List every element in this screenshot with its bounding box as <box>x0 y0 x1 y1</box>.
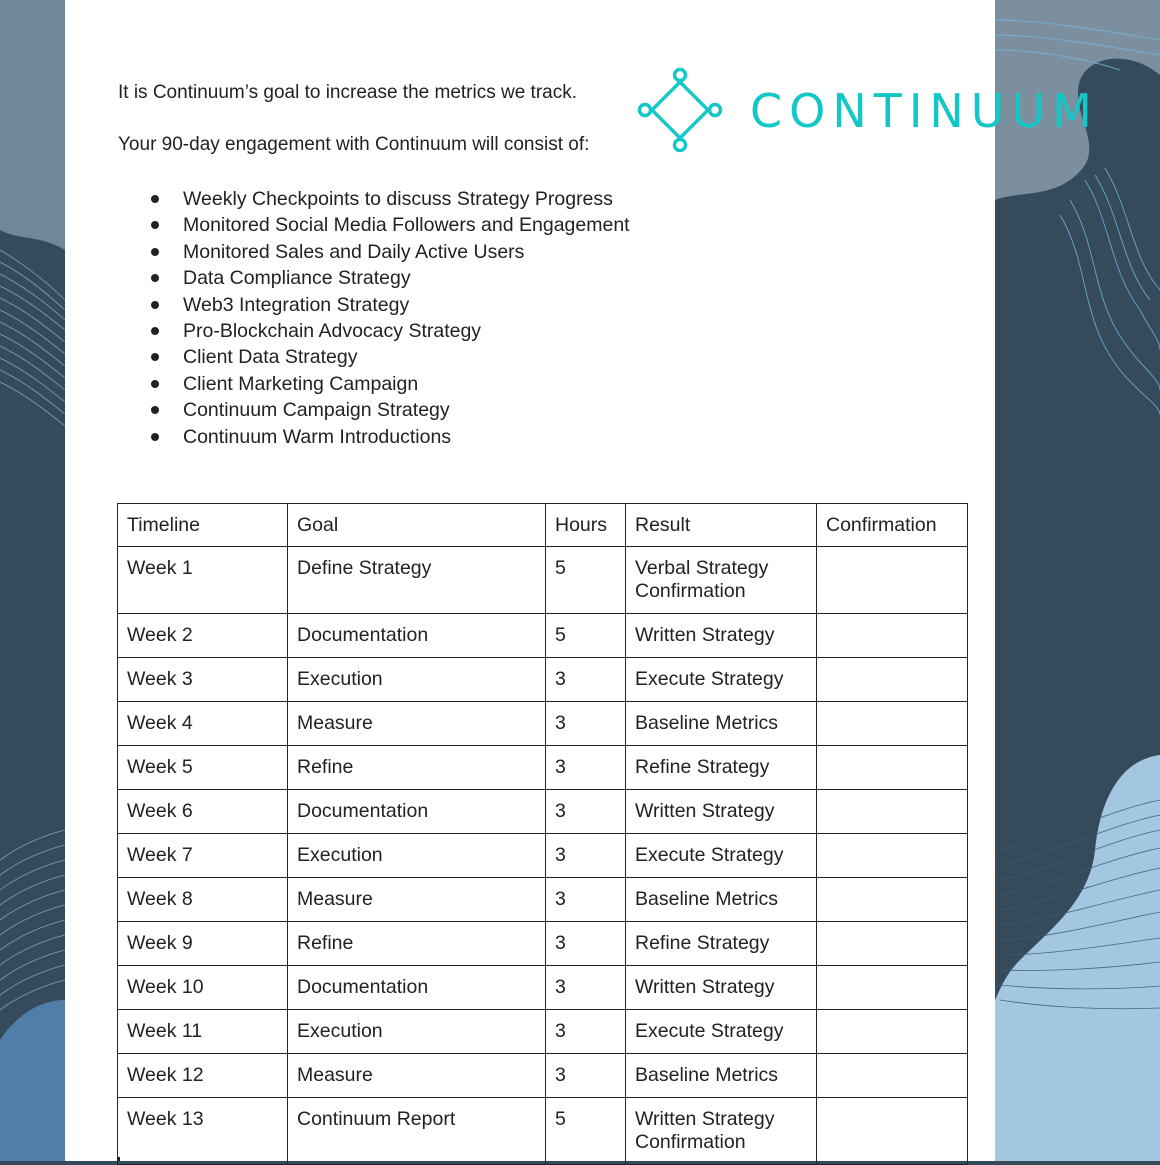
engagement-list <box>151 186 630 450</box>
cell-timeline: Week 6 <box>118 790 288 834</box>
cell-hours: 3 <box>546 702 626 746</box>
cell-result: Baseline Metrics <box>626 1054 817 1098</box>
cell-timeline: Week 10 <box>118 966 288 1010</box>
table-row <box>118 922 968 966</box>
table-row <box>118 658 968 702</box>
bullet-dot-icon <box>151 274 159 282</box>
cell-goal: Documentation <box>288 614 546 658</box>
list-item <box>151 212 630 238</box>
table-header-row <box>118 504 968 547</box>
cell-goal: Execution <box>288 834 546 878</box>
cell-goal: Measure <box>288 878 546 922</box>
table-row <box>118 834 968 878</box>
bullet-dot-icon <box>151 433 159 441</box>
cell-goal: Define Strategy <box>288 547 546 614</box>
list-item-text: Continuum Campaign Strategy <box>183 399 450 422</box>
list-item <box>151 371 630 397</box>
cell-hours: 5 <box>546 1098 626 1165</box>
cell-hours: 3 <box>546 922 626 966</box>
list-item-text: Data Compliance Strategy <box>183 267 411 290</box>
cell-goal: Refine <box>288 922 546 966</box>
list-item <box>151 397 630 423</box>
list-item <box>151 265 630 291</box>
cell-confirmation <box>817 658 968 702</box>
cell-result: Baseline Metrics <box>626 702 817 746</box>
cell-result: Execute Strategy <box>626 834 817 878</box>
list-item-text: Client Data Strategy <box>183 346 358 369</box>
cell-timeline: Week 2 <box>118 614 288 658</box>
cell-timeline: Week 7 <box>118 834 288 878</box>
bullet-dot-icon <box>151 353 159 361</box>
list-item-text: Web3 Integration Strategy <box>183 293 410 316</box>
cell-result: Written Strategy <box>626 790 817 834</box>
cell-goal: Execution <box>288 1010 546 1054</box>
table-row <box>118 1054 968 1098</box>
cell-hours: 3 <box>546 790 626 834</box>
cell-timeline: Week 9 <box>118 922 288 966</box>
cell-confirmation <box>817 614 968 658</box>
cell-timeline: Week 8 <box>118 878 288 922</box>
list-item <box>151 344 630 370</box>
bullet-dot-icon <box>151 248 159 256</box>
cell-result: Refine Strategy <box>626 922 817 966</box>
cell-timeline: Week 3 <box>118 658 288 702</box>
cell-confirmation <box>817 1010 968 1054</box>
cell-timeline: Week 4 <box>118 702 288 746</box>
cell-result: Execute Strategy <box>626 1010 817 1054</box>
list-item <box>151 424 630 450</box>
document-page <box>65 0 1099 1161</box>
cell-hours: 3 <box>546 1010 626 1054</box>
table-row <box>118 966 968 1010</box>
knot-diamond-icon <box>638 68 722 152</box>
cell-goal: Continuum Report <box>288 1098 546 1165</box>
table-row <box>118 746 968 790</box>
cell-confirmation <box>817 1098 968 1165</box>
cell-result: Execute Strategy <box>626 658 817 702</box>
list-item-text: Monitored Social Media Followers and Engagement <box>183 214 630 237</box>
cell-hours: 3 <box>546 746 626 790</box>
cell-confirmation <box>817 834 968 878</box>
bullet-dot-icon <box>151 406 159 414</box>
cell-goal: Measure <box>288 1054 546 1098</box>
cell-result: Verbal Strategy Confirmation <box>626 547 817 614</box>
bullet-dot-icon <box>151 221 159 229</box>
list-item <box>151 239 630 265</box>
list-item <box>151 186 630 212</box>
continuum-logo <box>638 68 1099 154</box>
bullet-dot-icon <box>151 327 159 335</box>
list-item-text: Pro-Blockchain Advocacy Strategy <box>183 319 482 342</box>
cell-confirmation <box>817 547 968 614</box>
header-result: Result <box>626 504 817 547</box>
cell-timeline: Week 5 <box>118 746 288 790</box>
cell-timeline: Week 13 <box>118 1098 288 1165</box>
timeline-table <box>117 503 968 1165</box>
cell-result: Written Strategy <box>626 614 817 658</box>
cell-goal: Documentation <box>288 966 546 1010</box>
cell-hours: 5 <box>546 547 626 614</box>
cell-confirmation <box>817 878 968 922</box>
cell-result: Written Strategy Confirmation <box>626 1098 817 1165</box>
cell-goal: Refine <box>288 746 546 790</box>
cell-result: Baseline Metrics <box>626 878 817 922</box>
goal-statement: It is Continuum’s goal to increase the metrics we track. <box>118 82 578 103</box>
cell-confirmation <box>817 966 968 1010</box>
list-item-text: Client Marketing Campaign <box>183 372 419 395</box>
cell-confirmation <box>817 746 968 790</box>
bullet-dot-icon <box>151 195 159 203</box>
bullet-dot-icon <box>151 380 159 388</box>
list-item-text: Continuum Warm Introductions <box>183 425 452 448</box>
cell-hours: 3 <box>546 1054 626 1098</box>
cell-confirmation <box>817 702 968 746</box>
list-item <box>151 318 630 344</box>
cell-goal: Measure <box>288 702 546 746</box>
table-row <box>118 1098 968 1165</box>
engagement-statement: Your 90-day engagement with Continuum will consist of: <box>118 134 590 155</box>
table-row <box>118 614 968 658</box>
bullet-dot-icon <box>151 301 159 309</box>
cell-hours: 3 <box>546 658 626 702</box>
header-timeline: Timeline <box>118 504 288 547</box>
table-row <box>118 702 968 746</box>
header-hours: Hours <box>546 504 626 547</box>
cell-hours: 3 <box>546 966 626 1010</box>
header-confirmation: Confirmation <box>817 504 968 547</box>
cell-result: Written Strategy <box>626 966 817 1010</box>
table-row <box>118 878 968 922</box>
table-row <box>118 1010 968 1054</box>
cell-confirmation <box>817 1054 968 1098</box>
logo-wordmark: CONTINUUM <box>750 84 1099 138</box>
header-goal: Goal <box>288 504 546 547</box>
cell-confirmation <box>817 922 968 966</box>
list-item-text: Weekly Checkpoints to discuss Strategy Progress <box>183 188 613 210</box>
table-row <box>118 790 968 834</box>
cell-result: Refine Strategy <box>626 746 817 790</box>
cell-hours: 5 <box>546 614 626 658</box>
cell-timeline: Week 1 <box>118 547 288 614</box>
text-cursor-mark <box>118 1157 120 1161</box>
cell-timeline: Week 12 <box>118 1054 288 1098</box>
cell-goal: Documentation <box>288 790 546 834</box>
table-row <box>118 547 968 614</box>
cell-hours: 3 <box>546 834 626 878</box>
cell-confirmation <box>817 790 968 834</box>
cell-timeline: Week 11 <box>118 1010 288 1054</box>
list-item-text: Monitored Sales and Daily Active Users <box>183 240 525 263</box>
cell-hours: 3 <box>546 878 626 922</box>
list-item <box>151 292 630 318</box>
cell-goal: Execution <box>288 658 546 702</box>
